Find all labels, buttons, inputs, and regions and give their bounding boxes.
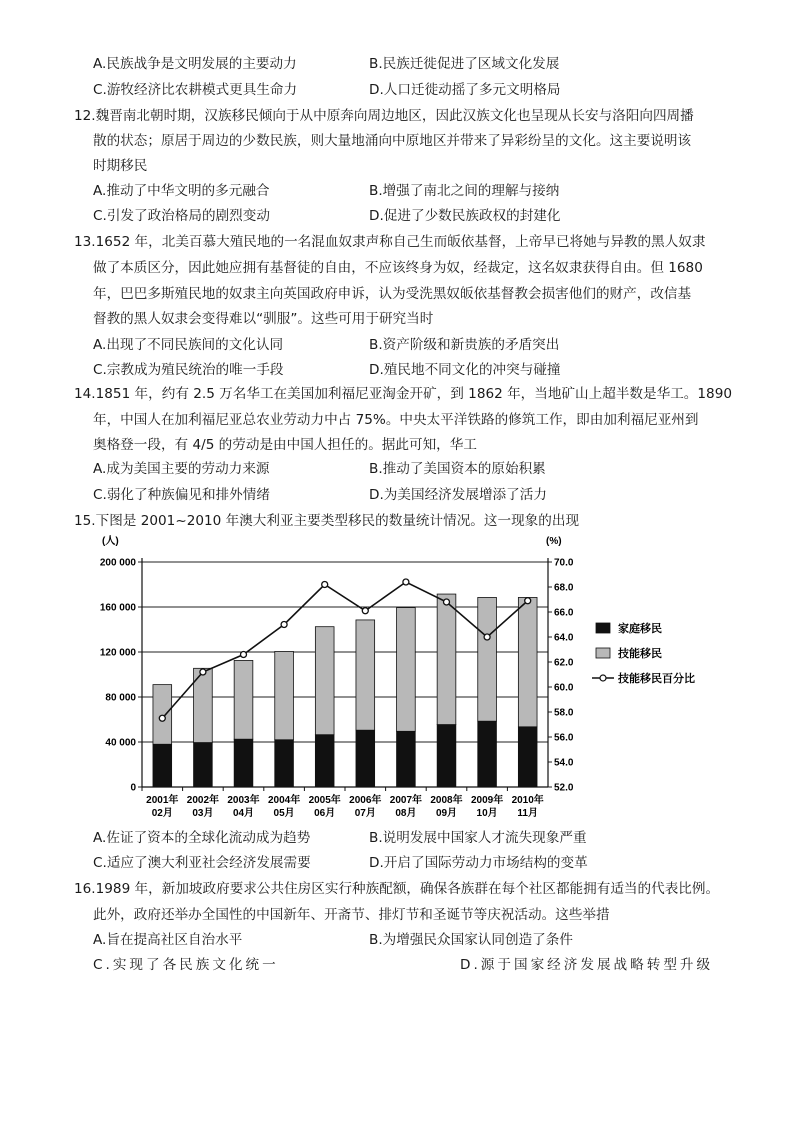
skilled-percent-point-1 [200, 669, 206, 675]
q12-option-a: A.推动了中华文明的多元融合 [93, 183, 270, 199]
right-tick-label: 68.0 [554, 582, 574, 594]
bar-family-6 [397, 731, 416, 787]
x-tick-label-month: 09月 [435, 808, 458, 819]
q13-option-b: B.资产阶级和新贵族的矛盾突出 [369, 337, 560, 353]
q12-option-b: B.增强了南北之间的理解与接纳 [369, 183, 560, 199]
right-tick-label: 62.0 [554, 657, 574, 669]
skilled-percent-point-3 [281, 622, 287, 628]
q14-option-d: D.为美国经济发展增添了活力 [369, 487, 547, 503]
skilled-percent-point-9 [525, 598, 531, 604]
skilled-percent-point-7 [444, 599, 450, 605]
bar-family-7 [437, 725, 456, 787]
x-tick-label-year: 2004年 [267, 795, 301, 806]
x-tick-label-month: 02月 [151, 808, 173, 819]
right-tick-label: 60.0 [554, 682, 574, 694]
left-axis-unit: (人) [102, 536, 119, 547]
right-tick-label: 70.0 [554, 557, 574, 569]
q16-stem-line-1: 16.1989 年，新加坡政府要求公共住房区实行种族配额，确保各族群在每个社区都能拥有适当的代表比例。 [74, 881, 720, 897]
x-tick-label-year: 2008年 [430, 795, 463, 806]
x-tick-label-month: 07月 [354, 808, 376, 819]
legend-label-2: 技能移民百分比 [618, 673, 695, 685]
x-tick-label-year: 2010年 [511, 795, 544, 806]
x-tick-label-month: 06月 [314, 808, 336, 819]
x-tick-label-month: 10月 [476, 808, 498, 819]
migration-chart [96, 532, 716, 832]
q14-stem-line-3: 奥格登一段，有 4/5 的劳动是由中国人担任的。据此可知，华工 [93, 437, 477, 453]
q11-option-b: B.民族迁徙促进了区域文化发展 [369, 56, 560, 72]
left-tick-label: 0 [130, 782, 136, 794]
right-axis-unit: (%) [546, 536, 562, 547]
bar-skilled-7 [437, 594, 456, 725]
chart-bars [153, 594, 537, 787]
q15-option-d: D.开启了国际劳动力市场结构的变革 [369, 855, 588, 871]
q13-stem-line-4: 督教的黑人奴隶会变得难以“驯服”。这些可用于研究当时 [93, 311, 434, 327]
left-tick-label: 80 000 [105, 692, 136, 704]
legend-label-1: 技能移民 [618, 648, 662, 660]
bar-skilled-4 [315, 627, 334, 735]
skilled-percent-point-0 [159, 715, 165, 721]
q12-stem-line-3: 时期移民 [93, 158, 148, 174]
bar-family-9 [518, 727, 537, 787]
q13-option-c: C.宗教成为殖民统治的唯一手段 [93, 362, 284, 378]
x-tick-label-year: 2007年 [389, 795, 423, 806]
bar-skilled-8 [478, 597, 497, 721]
q11-option-c: C.游牧经济比农耕模式更具生命力 [93, 82, 298, 98]
x-tick-label-month: 11月 [517, 808, 538, 819]
q13-stem-line-3: 年，巴巴多斯殖民地的奴隶主向英国政府申诉，认为受洗黑奴皈依基督教会损害他们的财产，改信基 [93, 286, 692, 302]
bar-skilled-6 [397, 608, 416, 732]
q12-option-d: D.促进了少数民族政权的封建化 [369, 208, 561, 224]
skilled-percent-point-2 [241, 652, 247, 658]
q14-stem-line-2: 年，中国人在加利福尼亚总农业劳动力中占 75%。中央太平洋铁路的修筑工作，即由加利福尼亚州到 [93, 412, 699, 428]
q16-option-a: A.旨在提高社区自治水平 [93, 932, 243, 948]
q14-option-a: A.成为美国主要的劳动力来源 [93, 461, 270, 477]
q11-option-a: A.民族战争是文明发展的主要动力 [93, 56, 297, 72]
x-tick-label-year: 2006年 [349, 795, 382, 806]
left-tick-label: 120 000 [99, 647, 136, 659]
legend-swatch-1 [596, 648, 610, 658]
right-tick-label: 64.0 [554, 632, 574, 644]
legend-label-0: 家庭移民 [618, 623, 662, 635]
q14-stem-line-1: 14.1851 年，约有 2.5 万名华工在美国加利福尼亚淘金开矿，到 1862 年，当地矿山上超半数是华工。1890 [74, 386, 732, 402]
right-tick-label: 54.0 [554, 757, 574, 769]
q14-option-c: C.弱化了种族偏见和排外情绪 [93, 487, 270, 503]
bar-family-8 [478, 721, 497, 787]
q12-stem-line-2: 散的状态；原居于周边的少数民族，则大量地涌向中原地区并带来了异彩纷呈的文化。这主要说明该 [93, 133, 692, 149]
bar-family-1 [194, 743, 213, 787]
bar-family-0 [153, 744, 172, 787]
bar-family-3 [275, 740, 294, 787]
q12-option-c: C.引发了政治格局的剧烈变动 [93, 208, 270, 224]
bar-family-5 [356, 730, 375, 787]
q15-option-b: B.说明发展中国家人才流失现象严重 [369, 830, 587, 846]
bar-skilled-5 [356, 620, 375, 730]
x-tick-label-month: 05月 [273, 808, 295, 819]
q16-stem-line-2: 此外，政府还举办全国性的中国新年、开斋节、排灯节和圣诞节等庆祝活动。这些举措 [93, 907, 610, 923]
q13-option-d: D.殖民地不同文化的冲突与碰撞 [369, 362, 561, 378]
skilled-percent-point-8 [484, 634, 490, 640]
x-tick-label-year: 2003年 [227, 795, 260, 806]
skilled-percent-line [162, 582, 527, 718]
bar-skilled-3 [275, 651, 294, 739]
q11-option-d: D.人口迁徙动摇了多元文明格局 [369, 82, 561, 98]
q16-option-c: C.实现了各民族文化统一 [93, 957, 279, 973]
legend-swatch-0 [596, 623, 610, 633]
x-tick-label-year: 2009年 [470, 795, 504, 806]
x-tick-label-month: 08月 [395, 808, 417, 819]
q16-option-b: B.为增强民众国家认同创造了条件 [369, 932, 573, 948]
right-tick-label: 52.0 [554, 782, 574, 794]
q16-option-d: D.源于国家经济发展战略转型升级 [460, 957, 714, 973]
bar-family-2 [234, 739, 253, 787]
left-tick-label: 160 000 [99, 602, 136, 614]
legend-marker-2 [600, 675, 606, 681]
right-tick-label: 56.0 [554, 732, 574, 744]
q12-stem-line-1: 12.魏晋南北朝时期，汉族移民倾向于从中原奔向周边地区，因此汉族文化也呈现从长安与洛阳向四周播 [74, 108, 694, 124]
x-tick-label-month: 04月 [232, 808, 255, 819]
left-tick-label: 40 000 [105, 737, 136, 749]
skilled-percent-point-5 [362, 608, 368, 614]
right-tick-label: 66.0 [554, 607, 574, 619]
q14-option-b: B.推动了美国资本的原始积累 [369, 461, 546, 477]
bar-family-4 [315, 735, 334, 787]
right-tick-label: 58.0 [554, 707, 574, 719]
q13-stem-line-2: 做了本质区分，因此她应拥有基督徒的自由，不应该终身为奴，经裁定，这名奴隶获得自由。但 1680 [93, 260, 703, 276]
bar-skilled-2 [234, 660, 253, 739]
chart-line-series [159, 579, 530, 721]
q15-stem-line-1: 15.下图是 2001~2010 年澳大利亚主要类型移民的数量统计情况。这一现象的出现 [74, 513, 580, 529]
x-tick-label-month: 03月 [192, 808, 214, 819]
skilled-percent-point-6 [403, 579, 409, 585]
x-tick-label-year: 2005年 [308, 795, 341, 806]
skilled-percent-point-4 [322, 582, 328, 588]
bar-skilled-0 [153, 685, 172, 745]
q13-stem-line-1: 13.1652 年，北美百慕大殖民地的一名混血奴隶声称自己生而皈依基督，上帝早已将她与异教的黑人奴隶 [74, 234, 706, 250]
chart-legend [592, 621, 695, 685]
x-tick-label-year: 2002年 [186, 795, 220, 806]
q15-option-a: A.佐证了资本的全球化流动成为趋势 [93, 830, 311, 846]
q13-option-a: A.出现了不同民族间的文化认同 [93, 337, 284, 353]
x-tick-label-year: 2001年 [146, 795, 179, 806]
bar-skilled-9 [518, 597, 537, 726]
q15-option-c: C.适应了澳大利亚社会经济发展需要 [93, 855, 311, 871]
left-tick-label: 200 000 [99, 557, 136, 569]
